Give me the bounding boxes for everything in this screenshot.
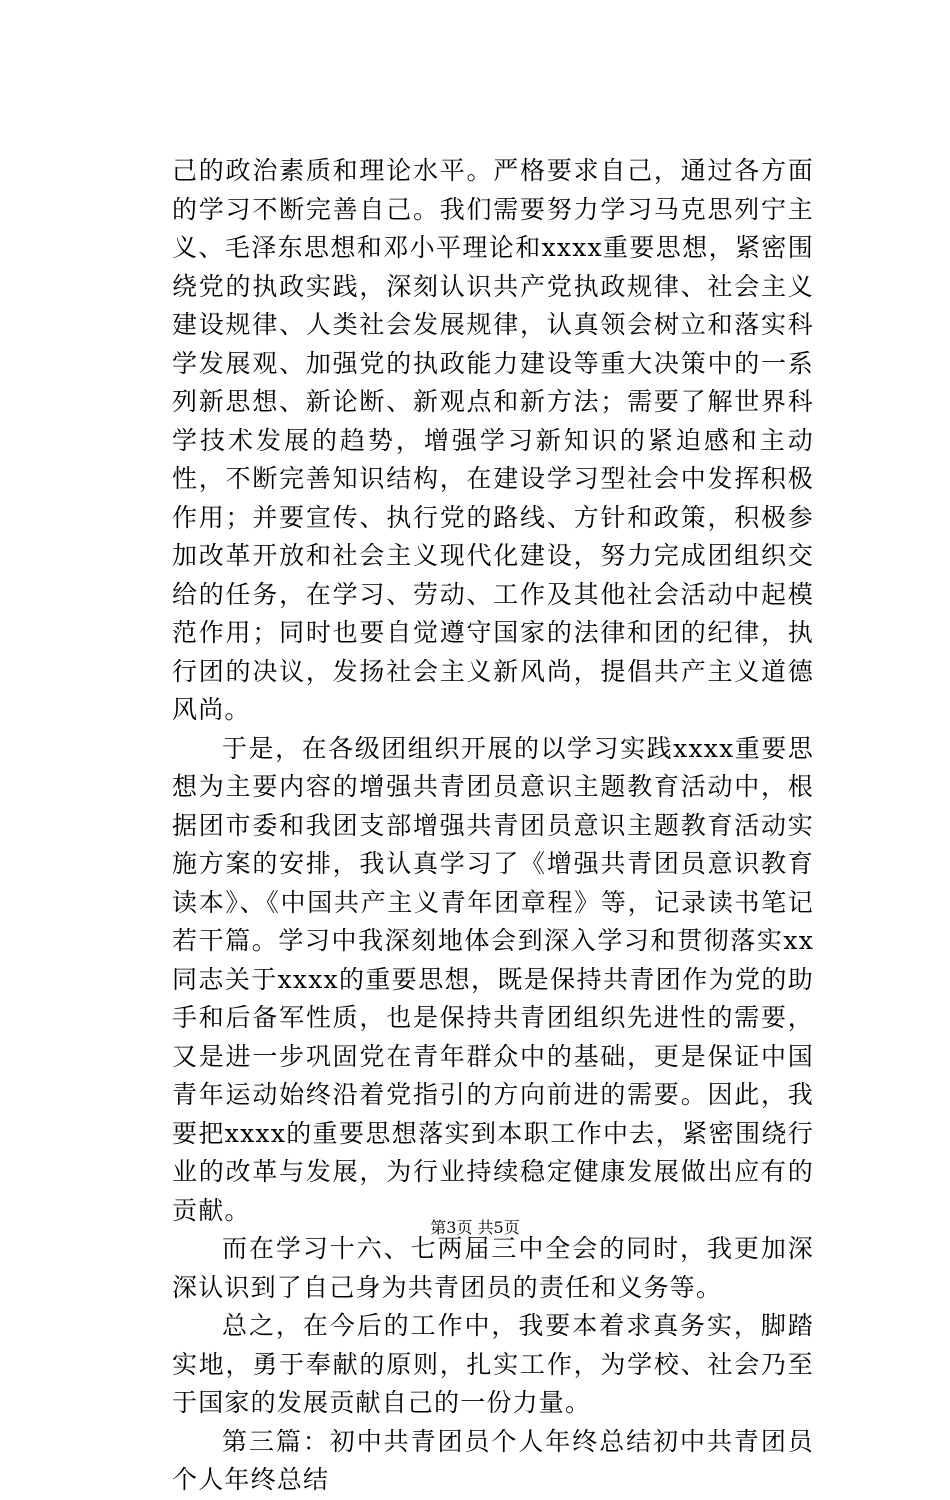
document-body [172,152,814,1500]
paragraph-study-practice: 于是，在各级团组织开展的以学习实践xxxx重要思想为主要内容的增强共青团员意识主题教育活动中，根据团市委和我团支部增强共青团员意识主题教育活动实施方案的安排，我认真学习了《增强共青团员意识教育读本》、《中国共产主义青年团章程》等，记录读书笔记若干篇。学习中我深刻地体会到深入学习和贯彻落实xx同志关于xxxx的重要思想，既是保持共青团作为党的助手和后备军性质，也是保持共青团组织先进性的需要，又是进一步巩固党在青年群众中的基础，更是保证中国青年运动始终沿着党指引的方向前进的需要。因此，我要把xxxx的重要思想落实到本职工作中去，紧密围绕行业的改革与发展，为行业持续稳定健康发展做出应有的贡献。 [172,733,814,1225]
paragraph-continuation: 己的政治素质和理论水平。严格要求自己，通过各方面的学习不断完善自己。我们需要努力学习马克思列宁主义、毛泽东思想和邓小平理论和xxxx重要思想，紧密围绕党的执政实践，深刻认识共产党执政规律、社会主义建设规律、人类社会发展规律，认真领会树立和落实科学发展观、加强党的执政能力建设等重大决策中的一系列新思想、新论断、新观点和新方法；需要了解世界科学技术发展的趋势，增强学习新知识的紧迫感和主动性，不断完善知识结构，在建设学习型社会中发挥积极作用；并要宣传、执行党的路线、方针和政策，积极参加改革开放和社会主义现代化建设，努力完成团组织交给的任务，在学习、劳动、工作及其他社会活动中起模范作用；同时也要自觉遵守国家的法律和团的纪律，执行团的决议，发扬社会主义新风尚，提倡共产主义道德风尚。 [172,156,814,724]
page-number-footer: 第3页 共5页 [430,1218,520,1237]
paragraph-plenary-session: 而在学习十六、七两届三中全会的同时，我更加深深认识到了自己身为共青团员的责任和义务等。 [172,1234,814,1302]
section-heading-part-three: 第三篇：初中共青团员个人年终总结初中共青团员个人年终总结 [172,1426,814,1494]
paragraph-conclusion: 总之，在今后的工作中，我要本着求真务实，脚踏实地，勇于奉献的原则，扎实工作，为学校、社会乃至于国家的发展贡献自己的一份力量。 [172,1311,814,1417]
